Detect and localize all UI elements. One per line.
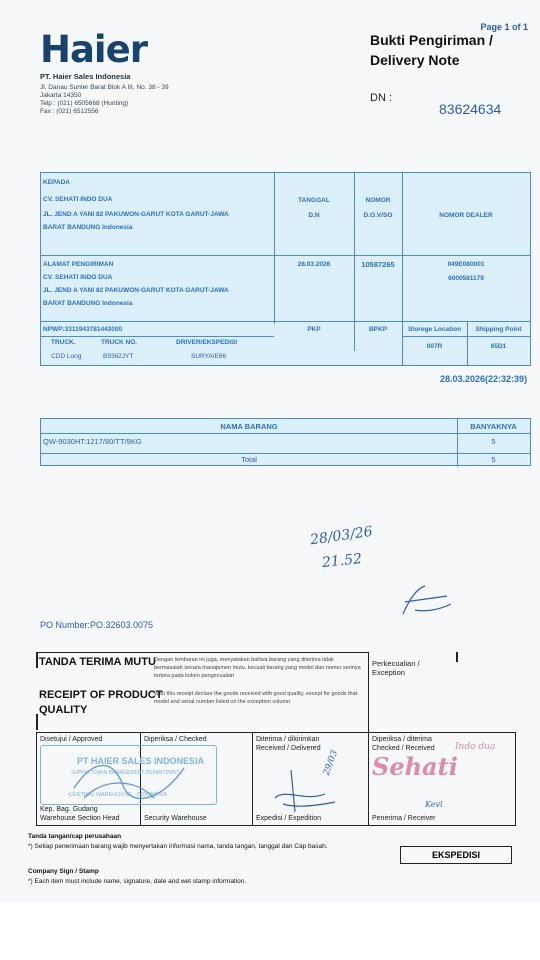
- truck-value: CDD Long: [51, 353, 82, 360]
- total-label: Total: [241, 455, 257, 464]
- handwritten-signature: [395, 582, 455, 622]
- print-timestamp: 28.03.2026(22:32:39): [440, 374, 528, 384]
- company-name: PT. Haier Sales Indonesia: [40, 72, 131, 81]
- page-indicator: Page 1 of 1: [480, 22, 528, 32]
- dn-label: DN :: [370, 92, 392, 104]
- sehati-stamp-small: Indo dua: [455, 742, 496, 752]
- handwritten-sign-date: 29/03: [321, 749, 341, 777]
- dealer-number: 049E080001: [447, 261, 485, 268]
- sehati-stamp: Sehati: [372, 752, 458, 781]
- ekspedisi-box: EKSPEDISI: [400, 846, 512, 864]
- shipping-label: ALAMAT PENGIRIMAN: [43, 261, 114, 268]
- checked-label: Diperiksa / Checked: [144, 736, 207, 743]
- items-table: [40, 418, 531, 466]
- stamp-department: SUPPLY CHAIN MANAGEMENT DEPARTMENT: [71, 770, 180, 776]
- column-banyaknya: BANYAKNYA: [470, 422, 517, 431]
- tanggal-sub: D.N: [308, 212, 320, 219]
- receipt-section: [36, 652, 516, 732]
- company-sign-en: Company Sign / Stamp: [28, 868, 99, 875]
- receipt-title-en: [39, 688, 162, 718]
- bpkp-label: BPKP: [368, 326, 388, 333]
- receipt-text-en: With this receipt declare the goods received with good quality, except for goods that model and serial number listed on the exception column: [154, 691, 358, 705]
- driver-label: DRIVER/EKSPEDISI: [176, 339, 238, 346]
- truck-no-value: B9362JYT: [103, 353, 134, 360]
- po-number: PO Number:PO.32603.0075: [40, 620, 154, 630]
- truck-label: TRUCK.: [51, 339, 76, 346]
- delivered-label: Diterima / dikirimkan Received / Delivered: [256, 736, 321, 752]
- document-title-en: Delivery Note: [370, 52, 460, 68]
- nomor-label: NOMOR: [365, 197, 391, 204]
- footer-note-id: *) Setiap penerimaan barang wajib menyertakan informasi nama, tanda tangan, tanggal dan Cap basah.: [28, 843, 328, 850]
- column-nama-barang: NAMA BARANG: [220, 422, 278, 431]
- pkp-label: PKP: [307, 326, 321, 333]
- address-line: Jakarta 14350: [40, 92, 82, 99]
- total-quantity: 5: [491, 455, 496, 464]
- security-label: Security Warehouse: [144, 815, 207, 822]
- exception-label: Perkecualian / Exception: [372, 659, 420, 677]
- expedition-label: Expedisi / Expedition: [256, 815, 321, 822]
- storage-location-label: Storege Location: [407, 326, 462, 333]
- warehouse-head-line: Warehouse Section Head: [40, 815, 120, 822]
- address-line: Jl. Danau Sunter Barat Blok A III, No. 38 - 39: [40, 84, 169, 91]
- address-line: Telp : (021) 6505668 (Hunting): [40, 100, 129, 107]
- date-value: 28.03.2026: [297, 261, 331, 268]
- dealer-label: NOMOR DEALER: [439, 212, 493, 219]
- footer-note-en: *) Each item must include name, signature, date and wet stamp information.: [28, 878, 247, 885]
- document-title-id: Bukti Pengiriman /: [370, 32, 493, 48]
- handwritten-date: 28/03/26: [309, 523, 374, 549]
- received-label: Diperiksa / diterima Checked / Received: [372, 736, 435, 752]
- nomor-sub: D.O.V/SO: [363, 212, 393, 219]
- delivery-info-table: [40, 172, 531, 366]
- tanggal-label: TANGGAL: [298, 197, 330, 204]
- haier-logo: Haier: [40, 28, 147, 71]
- receiver-name: Kevi: [425, 800, 443, 809]
- recipient-address: BARAT BANDUNG Indonesia: [43, 224, 133, 231]
- shipping-name: CV. SEHATI INDO DUA: [43, 274, 113, 281]
- kepada-label: KEPADA: [43, 179, 70, 186]
- recipient-name: CV. SEHATI INDO DUA: [43, 196, 113, 203]
- dn-number: 83624634: [439, 101, 502, 117]
- item-name: QW-9030HT:1217/80/TT/9KG: [43, 437, 142, 446]
- dealer-number: 6000581179: [448, 275, 484, 282]
- truck-no-label: TRUCK NO.: [101, 339, 138, 346]
- shipping-point-label: Shipping Point: [475, 326, 522, 333]
- order-number: 10587265: [361, 260, 395, 269]
- shipping-address: BARAT BANDUNG Indonesia: [43, 300, 133, 307]
- driver-value: SURYA/E66: [191, 353, 227, 360]
- receipt-title-en-line: RECEIPT OF PRODUCT: [39, 689, 163, 701]
- company-sign-id: Tanda tangan/cap perusahaan: [28, 833, 122, 840]
- item-quantity: 5: [491, 437, 496, 446]
- shipping-point-value: 65D1: [490, 343, 507, 350]
- stamp-warehouse: CENTRAL WAREHOUSE - INDONESIA: [69, 792, 167, 798]
- handwritten-time: 21.52: [321, 550, 363, 572]
- receiver-label: Penerima / Receiver: [372, 815, 436, 822]
- warehouse-head-line: Kep. Bag. Gudang: [40, 806, 98, 813]
- warehouse-signature: [44, 748, 214, 818]
- shipping-address: JL. JEND A YANI 82 PAKUWON-GARUT KOTA GARUT-JAWA: [43, 287, 229, 294]
- receipt-title-id: TANDA TERIMA MUTU: [39, 656, 156, 668]
- recipient-address: JL. JEND A YANI 82 PAKUWON-GARUT KOTA GARUT-JAWA: [43, 211, 229, 218]
- receipt-title-en-line: QUALITY: [39, 704, 88, 716]
- stamp-company: PT HAIER SALES INDONESIA: [77, 756, 205, 766]
- receipt-text-id: Dengan lembaran ini juga, menyatakan bahwa barang yang diterima tidak bermasalah secara manajemen mutu, kecuali barang yang model dan nomor serinya tertera pada kolom pengecualian: [154, 657, 361, 679]
- npwp-number: NPWP:3311943781443000: [43, 326, 123, 333]
- document-title: [370, 30, 493, 70]
- storage-location-value: 007R: [426, 343, 443, 350]
- address-line: Fax : (021) 6512556: [40, 108, 99, 115]
- approved-label: Disetujui / Approved: [40, 736, 103, 743]
